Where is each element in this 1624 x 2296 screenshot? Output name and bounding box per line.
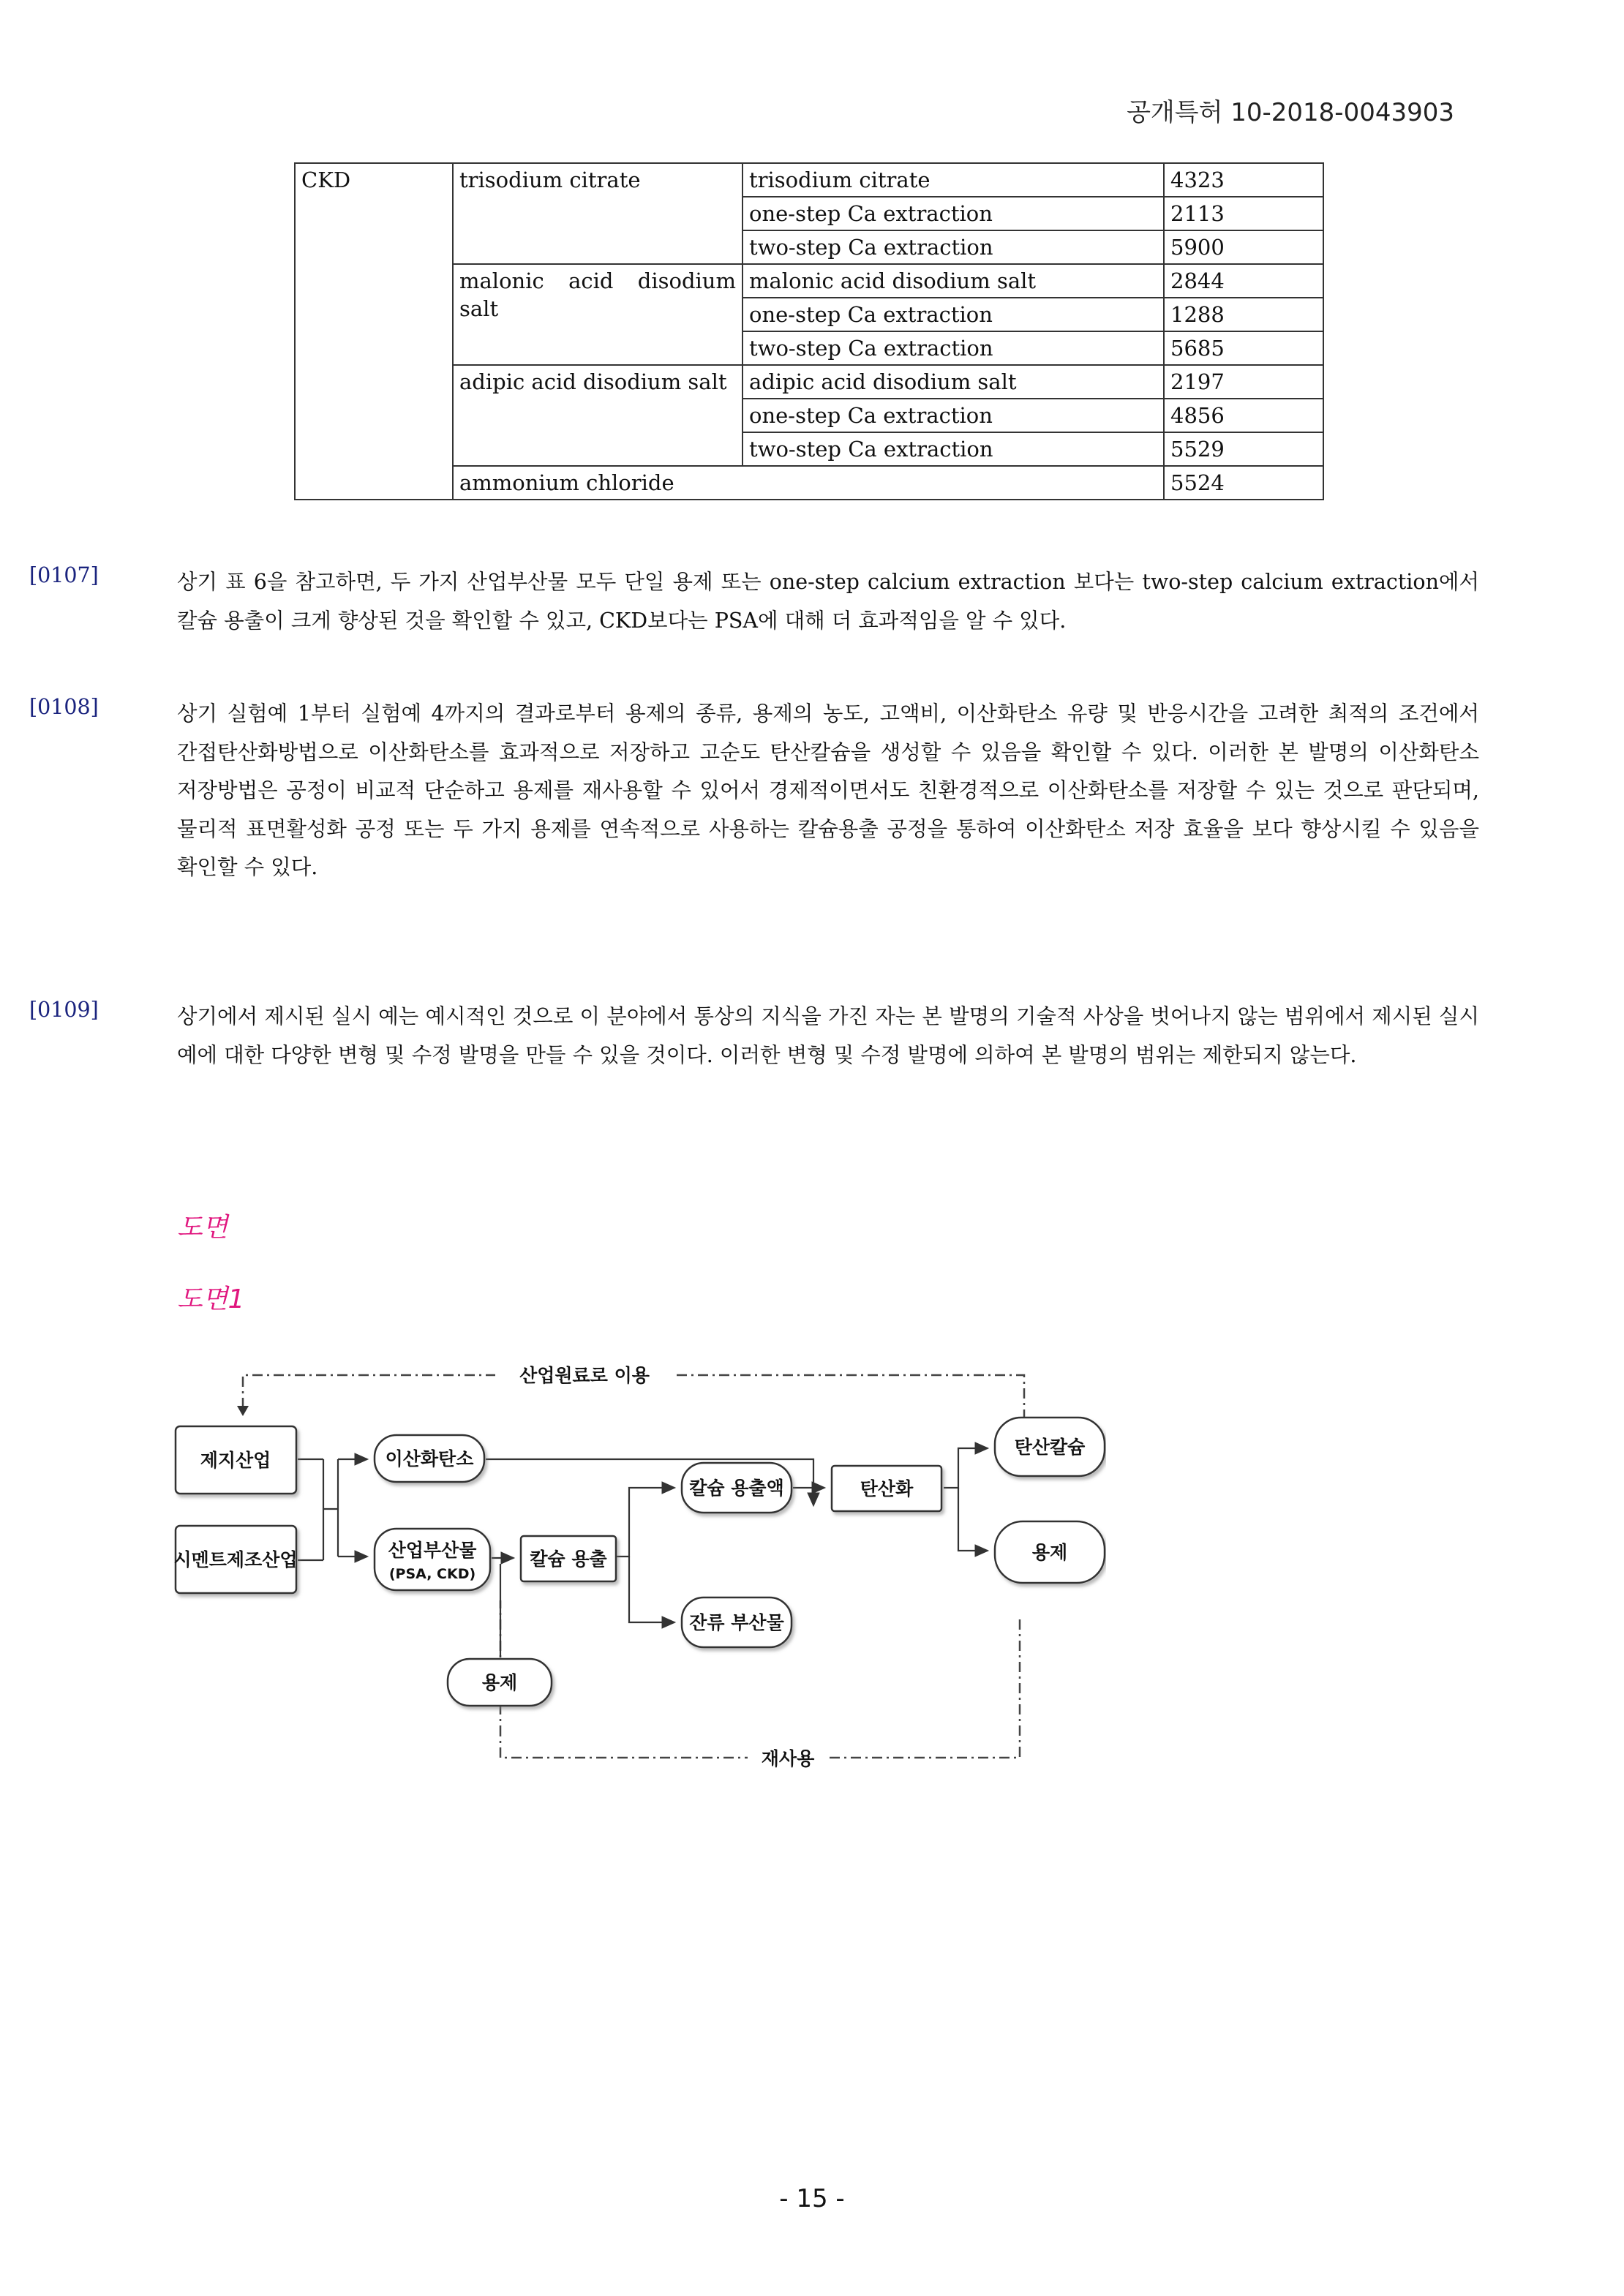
table-method-cell: one-step Ca extraction <box>743 399 1164 432</box>
paragraph-number: [0109] <box>29 998 99 1022</box>
svg-text:잔류 부산물: 잔류 부산물 <box>689 1612 784 1633</box>
table-method-cell: adipic acid disodium salt <box>743 365 1164 399</box>
table-method-cell: malonic acid disodium salt <box>743 264 1164 298</box>
node-residual-byproduct <box>682 1597 792 1647</box>
table-method-cell: one-step Ca extraction <box>743 298 1164 331</box>
drawings-heading: 도면 <box>177 1213 228 1243</box>
table-method-cell: two-step Ca extraction <box>743 331 1164 365</box>
svg-text:용제: 용제 <box>481 1672 518 1693</box>
svg-text:칼슘 용출액: 칼슘 용출액 <box>689 1478 784 1499</box>
table-value-cell: 2113 <box>1164 197 1323 230</box>
paragraph-number: [0107] <box>29 563 99 587</box>
page-number: - 15 - <box>779 2184 845 2213</box>
svg-text:이산화탄소: 이산화탄소 <box>385 1448 474 1469</box>
node-solvent-output <box>995 1521 1105 1583</box>
svg-text:탄산화: 탄산화 <box>860 1478 914 1499</box>
figure1-heading: 도면1 <box>177 1284 245 1314</box>
table-last-label-cell: ammonium chloride <box>453 466 1164 500</box>
table-value-cell: 4323 <box>1164 163 1323 197</box>
node-paper-industry <box>176 1426 296 1494</box>
paragraph-number: [0108] <box>29 695 99 719</box>
node-solvent-input <box>448 1659 552 1706</box>
table-value-cell: 5524 <box>1164 466 1323 500</box>
table-value-cell: 4856 <box>1164 399 1323 432</box>
node-co2 <box>375 1435 484 1482</box>
table-value-cell: 5900 <box>1164 230 1323 264</box>
reuse-label: 재사용 <box>761 1748 815 1769</box>
paragraph-text: 상기에서 제시된 실시 예는 예시적인 것으로 이 분야에서 통상의 지식을 가진 자는 본 발명의 기술적 사상을 벗어나지 않는 범위에서 제시된 실시 예에 대한 다양한 변형 및 수정 발명을 만들 수 있을 것이다. 이러한 변형 및 수정 발명에 의하여 본 발명의 범위는 제한되지 않는다. <box>177 1004 1479 1067</box>
node-cement-industry <box>173 1526 297 1593</box>
node-calcium-extraction <box>521 1536 616 1581</box>
node-calcium-carbonate <box>995 1418 1105 1476</box>
industrial-use-label: 산업원료로 이용 <box>519 1365 650 1386</box>
table-value-cell: 5685 <box>1164 331 1323 365</box>
process-flow-diagram <box>170 1344 1106 1783</box>
table-method-cell: two-step Ca extraction <box>743 432 1164 466</box>
svg-text:칼슘 용출: 칼슘 용출 <box>530 1548 607 1570</box>
table-solvent-cell: adipic acid disodium salt <box>453 365 743 466</box>
node-industrial-byproduct <box>375 1529 490 1590</box>
table-value-cell: 2197 <box>1164 365 1323 399</box>
table-method-cell: trisodium citrate <box>743 163 1164 197</box>
svg-text:산업부산물: 산업부산물 <box>388 1540 477 1561</box>
svg-text:(PSA, CKD): (PSA, CKD) <box>388 1566 476 1582</box>
svg-text:시멘트제조산업: 시멘트제조산업 <box>173 1549 298 1570</box>
svg-text:용제: 용제 <box>1031 1542 1068 1563</box>
node-calcium-solution <box>682 1463 792 1513</box>
table-solvent-cell: malonic acid disodium salt <box>453 264 743 365</box>
svg-text:제지산업: 제지산업 <box>200 1450 271 1471</box>
svg-text:탄산칼슘: 탄산칼슘 <box>1014 1437 1086 1458</box>
table-method-cell: two-step Ca extraction <box>743 230 1164 264</box>
table-value-cell: 2844 <box>1164 264 1323 298</box>
results-table <box>294 162 1324 500</box>
paragraph-text: 상기 표 6을 참고하면, 두 가지 산업부산물 모두 단일 용제 또는 one-step calcium extraction 보다는 two-step calcium extraction에서 칼슘 용출이 크게 향상된 것을 확인할 수 있고, CKD보다는 PSA에 대해 더 효과적임을 알 수 있다. <box>177 570 1479 633</box>
patent-number: 공개특허 10-2018-0043903 <box>1127 98 1454 127</box>
table-value-cell: 5529 <box>1164 432 1323 466</box>
node-carbonation <box>832 1466 941 1511</box>
table-value-cell: 1288 <box>1164 298 1323 331</box>
table-method-cell: one-step Ca extraction <box>743 197 1164 230</box>
table-category-cell: CKD <box>295 163 453 500</box>
table-solvent-cell: trisodium citrate <box>453 163 743 264</box>
paragraph-text: 상기 실험예 1부터 실험예 4까지의 결과로부터 용제의 종류, 용제의 농도, 고액비, 이산화탄소 유량 및 반응시간을 고려한 최적의 조건에서 간접탄산화방법으로 이산화탄소를 효과적으로 저장하고 고순도 탄산칼슘을 생성할 수 있음을 확인할 수 있다. 이러한 본 발명의 이산화탄소 저장방법은 공정이 비교적 단순하고 용제를 재사용할 수 있어서 경제적이면서도 친환경적으로 이산화탄소를 저장할 수 있는 것으로 판단되며, 물리적 표면활성화 공정 또는 두 가지 용제를 연속적으로 사용하는 칼슘용출 공정을 통하여 이산화탄소 저장 효율을 보다 향상시킬 수 있음을 확인할 수 있다. <box>177 701 1479 879</box>
